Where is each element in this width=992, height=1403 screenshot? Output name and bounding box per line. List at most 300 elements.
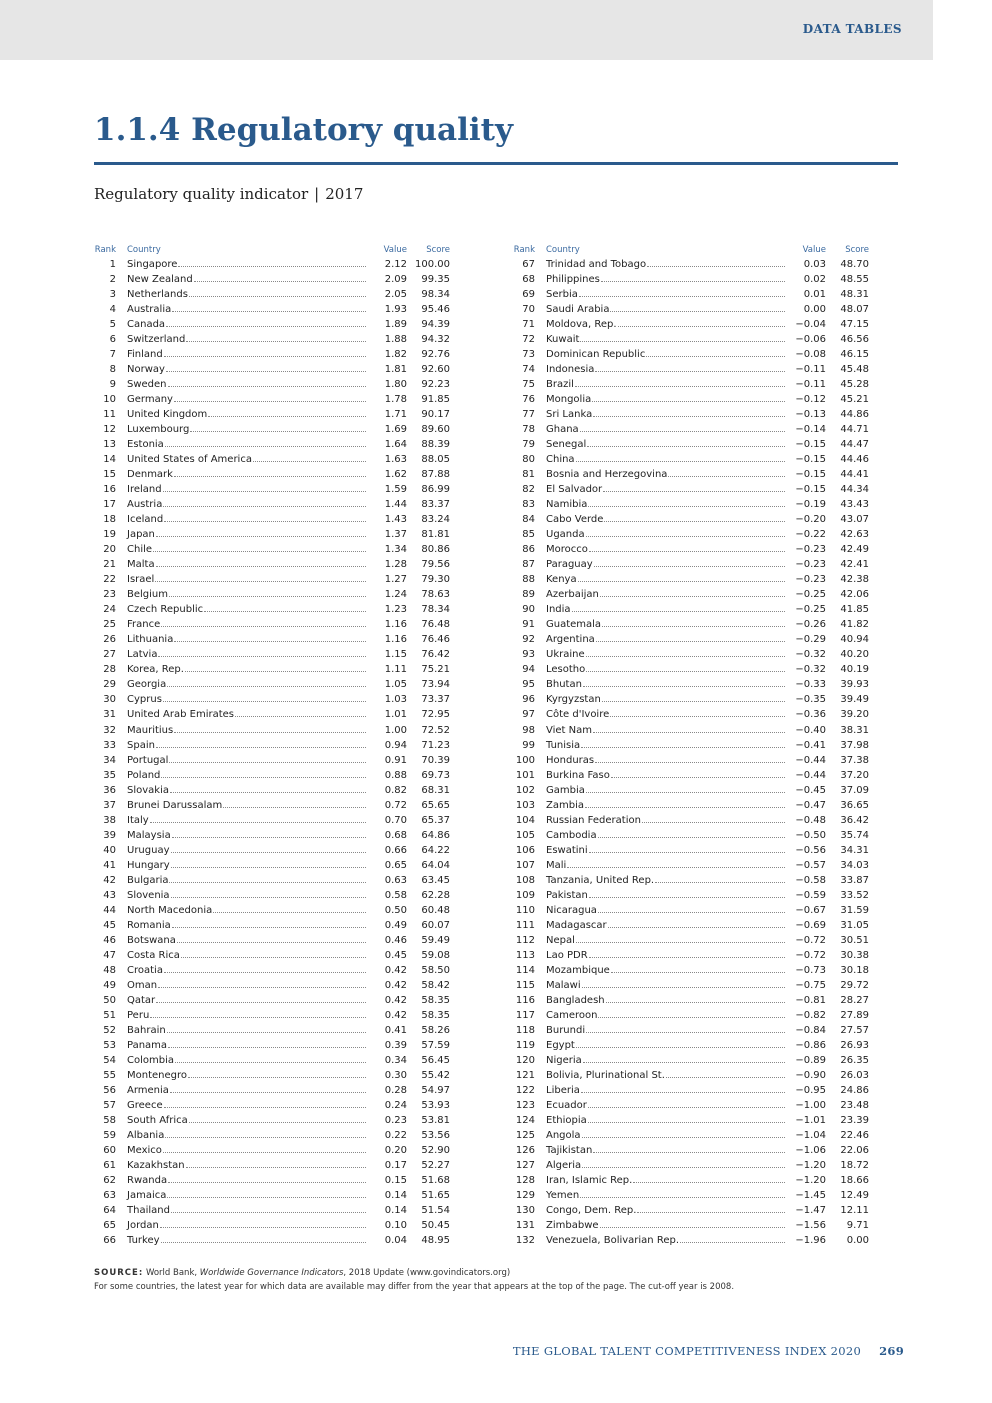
score-cell: 23.48 — [840, 1099, 869, 1111]
dot-leader — [178, 266, 366, 267]
score-cell: 46.15 — [840, 349, 869, 361]
dot-leader — [188, 1077, 366, 1078]
rank-cell: 46 — [103, 934, 116, 946]
dot-leader — [603, 491, 785, 492]
value-cell: −0.40 — [795, 724, 826, 736]
score-cell: 48.95 — [421, 1235, 450, 1247]
country-name: Argentina — [546, 634, 595, 646]
score-cell: 64.86 — [421, 829, 450, 841]
rank-cell: 42 — [103, 874, 116, 886]
rank-cell: 57 — [103, 1099, 116, 1111]
rank-cell: 128 — [515, 1174, 535, 1186]
dot-leader — [161, 777, 366, 778]
value-cell: −0.82 — [795, 1009, 826, 1021]
table-row — [94, 946, 450, 961]
dot-leader — [611, 777, 785, 778]
score-cell: 48.07 — [840, 304, 869, 316]
rank-cell: 85 — [522, 529, 535, 541]
country-name: France — [127, 619, 161, 631]
country-cell — [546, 1115, 786, 1126]
table-row — [513, 1201, 869, 1216]
dot-leader — [169, 596, 366, 597]
rank-cell: 53 — [103, 1039, 116, 1051]
value-cell: 1.01 — [384, 709, 407, 721]
dot-leader — [588, 506, 785, 507]
score-cell: 41.85 — [840, 604, 869, 616]
country-cell — [127, 1055, 367, 1066]
country-cell — [546, 319, 786, 330]
value-cell: 1.88 — [384, 334, 407, 346]
score-cell: 51.68 — [421, 1174, 450, 1186]
country-name: Gambia — [546, 784, 585, 796]
dot-leader — [580, 431, 785, 432]
rank-cell: 88 — [522, 574, 535, 586]
rank-cell: 129 — [515, 1189, 535, 1201]
score-cell: 65.65 — [421, 799, 450, 811]
value-cell: 0.14 — [384, 1205, 407, 1216]
value-cell: 2.12 — [384, 259, 407, 271]
header-rank: Rank — [513, 245, 535, 255]
value-cell: 1.59 — [384, 484, 407, 496]
table-row — [94, 1051, 450, 1066]
rank-cell: 60 — [103, 1144, 116, 1156]
table-row — [513, 300, 869, 315]
table-row — [513, 1111, 869, 1126]
value-cell: 0.68 — [384, 829, 407, 841]
score-cell: 76.42 — [421, 649, 450, 661]
dot-leader — [595, 762, 785, 763]
table-row — [94, 916, 450, 931]
dot-leader — [185, 671, 366, 672]
rank-cell: 32 — [103, 724, 116, 736]
country-cell — [546, 1010, 786, 1021]
rank-cell: 93 — [522, 649, 535, 661]
source-pre: World Bank, — [145, 1268, 198, 1278]
header-country: Country — [127, 245, 161, 255]
header-value: Value — [802, 245, 826, 255]
country-cell — [127, 544, 367, 555]
country-name: Trinidad and Tobago — [546, 259, 647, 271]
dot-leader — [610, 716, 785, 717]
score-cell: 60.07 — [421, 919, 450, 931]
country-cell — [127, 1115, 367, 1126]
value-cell: −0.89 — [795, 1054, 826, 1066]
country-cell — [127, 499, 367, 510]
value-cell: 1.28 — [384, 559, 407, 571]
table-row — [513, 1186, 869, 1201]
section-tag: DATA TABLES — [802, 22, 902, 36]
table-row — [94, 1021, 450, 1036]
dot-leader — [655, 882, 785, 883]
country-name: Panama — [127, 1039, 168, 1051]
dot-leader — [589, 957, 785, 958]
country-name: Indonesia — [546, 364, 595, 376]
country-name: India — [546, 604, 571, 616]
score-cell: 26.03 — [840, 1069, 869, 1081]
country-name: Senegal — [546, 439, 587, 451]
value-cell: 0.39 — [384, 1039, 407, 1051]
rank-cell: 103 — [515, 799, 535, 811]
rank-cell: 89 — [522, 589, 535, 601]
country-name: Israel — [127, 574, 155, 586]
table-row — [513, 705, 869, 720]
rank-cell: 67 — [522, 259, 535, 271]
rank-cell: 31 — [103, 709, 116, 721]
value-cell: 1.05 — [384, 679, 407, 691]
dot-leader — [235, 716, 366, 717]
score-cell: 55.42 — [421, 1069, 450, 1081]
country-name: North Macedonia — [127, 904, 213, 916]
value-cell: −0.84 — [795, 1024, 826, 1036]
table-row — [513, 525, 869, 540]
table-row — [94, 1126, 450, 1141]
country-cell — [546, 304, 786, 315]
table-row — [94, 886, 450, 901]
score-cell: 79.56 — [421, 559, 450, 571]
table-row — [513, 961, 869, 976]
table-row — [513, 871, 869, 886]
value-cell: −0.12 — [795, 394, 826, 406]
dot-leader — [194, 281, 366, 282]
table-row — [94, 330, 450, 345]
value-cell: 0.82 — [384, 784, 407, 796]
rank-cell: 81 — [522, 469, 535, 481]
score-cell: 22.46 — [840, 1129, 869, 1141]
country-cell — [127, 349, 367, 360]
dot-leader — [181, 957, 366, 958]
country-name: Moldova, Rep. — [546, 319, 617, 331]
table-row — [94, 1156, 450, 1171]
value-cell: 0.45 — [384, 949, 407, 961]
country-cell — [127, 424, 367, 435]
country-name: Madagascar — [546, 919, 607, 931]
dot-leader — [596, 641, 785, 642]
country-name: South Africa — [127, 1114, 188, 1126]
value-cell: 1.00 — [384, 724, 407, 736]
table-row — [94, 375, 450, 390]
country-cell — [546, 770, 786, 781]
rank-cell: 66 — [103, 1235, 116, 1247]
table-row — [513, 736, 869, 751]
country-name: Slovakia — [127, 784, 169, 796]
header-country: Country — [546, 245, 580, 255]
rank-cell: 4 — [109, 304, 116, 316]
score-cell: 33.52 — [840, 889, 869, 901]
table-row — [513, 856, 869, 871]
country-cell — [546, 980, 786, 991]
score-cell: 79.30 — [421, 574, 450, 586]
value-cell: −0.47 — [795, 799, 826, 811]
rank-cell: 50 — [103, 994, 116, 1006]
rank-cell: 8 — [109, 364, 116, 376]
country-cell — [127, 875, 367, 886]
country-name: Bangladesh — [546, 994, 605, 1006]
table-row — [513, 480, 869, 495]
country-cell — [127, 589, 367, 600]
dot-leader — [583, 686, 785, 687]
country-cell — [546, 1100, 786, 1111]
table-row — [94, 1096, 450, 1111]
score-cell: 71.23 — [421, 739, 450, 751]
country-cell — [127, 845, 367, 856]
source-line — [94, 1266, 734, 1280]
score-cell: 92.60 — [421, 364, 450, 376]
dot-leader — [581, 1092, 785, 1093]
table-row — [94, 690, 450, 705]
dot-leader — [171, 1212, 366, 1213]
rank-cell: 35 — [103, 769, 116, 781]
dot-leader — [167, 1197, 366, 1198]
country-cell — [546, 785, 786, 796]
value-cell: 0.03 — [803, 259, 826, 271]
value-cell: 0.66 — [384, 844, 407, 856]
rank-cell: 84 — [522, 514, 535, 526]
country-cell — [127, 664, 367, 675]
country-cell — [127, 259, 367, 270]
score-cell: 88.05 — [421, 454, 450, 466]
dot-leader — [174, 732, 366, 733]
country-name: Lao PDR — [546, 949, 588, 961]
dot-leader — [163, 1152, 366, 1153]
country-cell — [546, 965, 786, 976]
rank-cell: 51 — [103, 1009, 116, 1021]
score-cell: 56.45 — [421, 1054, 450, 1066]
value-cell: 0.01 — [803, 289, 826, 301]
score-cell: 76.46 — [421, 634, 450, 646]
country-name: Portugal — [127, 754, 169, 766]
country-cell — [546, 950, 786, 961]
value-cell: 0.14 — [384, 1189, 407, 1201]
dot-leader — [579, 296, 785, 297]
country-name: Bulgaria — [127, 874, 169, 886]
rank-cell: 82 — [522, 484, 535, 496]
score-cell: 40.20 — [840, 649, 869, 661]
country-name: Cameroon — [546, 1009, 598, 1021]
table-row — [94, 450, 450, 465]
value-cell: 1.27 — [384, 574, 407, 586]
country-name: United States of America — [127, 454, 252, 466]
value-cell: 1.63 — [384, 454, 407, 466]
table-row — [513, 811, 869, 826]
dot-leader — [668, 476, 785, 477]
country-name: Congo, Dem. Rep. — [546, 1205, 637, 1216]
country-cell — [127, 274, 367, 285]
country-cell — [127, 469, 367, 480]
country-name: Hungary — [127, 859, 170, 871]
country-cell — [127, 860, 367, 871]
table-row — [513, 570, 869, 585]
value-cell: −1.56 — [795, 1220, 826, 1232]
rank-cell: 118 — [515, 1024, 535, 1036]
country-cell — [546, 920, 786, 931]
value-cell: −0.90 — [795, 1069, 826, 1081]
dot-leader — [172, 927, 366, 928]
table-row — [94, 540, 450, 555]
table-row — [94, 495, 450, 510]
table-row — [94, 255, 450, 270]
score-cell: 51.54 — [421, 1205, 450, 1216]
country-name: Chile — [127, 544, 153, 556]
dot-leader — [578, 581, 785, 582]
country-name: Nigeria — [546, 1054, 582, 1066]
country-cell — [127, 785, 367, 796]
score-cell: 34.03 — [840, 859, 869, 871]
value-cell: 0.30 — [384, 1069, 407, 1081]
table-row — [513, 751, 869, 766]
country-name: Singapore — [127, 259, 178, 271]
country-name: Tunisia — [546, 739, 581, 751]
country-cell — [127, 1070, 367, 1081]
rank-cell: 110 — [515, 904, 535, 916]
score-cell: 30.51 — [840, 934, 869, 946]
dot-leader — [601, 281, 785, 282]
score-cell: 26.35 — [840, 1054, 869, 1066]
value-cell: −0.15 — [795, 454, 826, 466]
table-row — [94, 931, 450, 946]
dot-leader — [166, 371, 366, 372]
dot-leader — [582, 1167, 785, 1168]
value-cell: −0.25 — [795, 604, 826, 616]
rank-cell: 9 — [109, 379, 116, 391]
rank-cell: 71 — [522, 319, 535, 331]
country-name: Iran, Islamic Rep. — [546, 1174, 633, 1186]
country-cell — [546, 725, 786, 736]
rank-cell: 23 — [103, 589, 116, 601]
score-cell: 58.42 — [421, 979, 450, 991]
dot-leader — [576, 1047, 785, 1048]
value-cell: 0.42 — [384, 964, 407, 976]
score-cell: 30.38 — [840, 949, 869, 961]
country-name: Ireland — [127, 484, 162, 496]
rank-cell: 119 — [515, 1039, 535, 1051]
country-name: Malaysia — [127, 829, 171, 841]
table-row — [94, 345, 450, 360]
country-name: Saudi Arabia — [546, 304, 610, 316]
table-row — [513, 1081, 869, 1096]
country-name: Kuwait — [546, 334, 580, 346]
score-cell: 46.56 — [840, 334, 869, 346]
country-cell — [127, 980, 367, 991]
country-cell — [546, 679, 786, 690]
country-cell — [546, 1070, 786, 1081]
dot-leader — [589, 551, 785, 552]
rank-cell: 86 — [522, 544, 535, 556]
country-cell — [127, 1205, 367, 1216]
table-row — [513, 841, 869, 856]
table-row — [513, 600, 869, 615]
country-name: Denmark — [127, 469, 173, 481]
header-value: Value — [383, 245, 407, 255]
score-cell: 45.48 — [840, 364, 869, 376]
country-cell — [546, 830, 786, 841]
rank-cell: 125 — [515, 1129, 535, 1141]
country-cell — [127, 920, 367, 931]
value-cell: −1.00 — [795, 1099, 826, 1111]
value-cell: −0.95 — [795, 1084, 826, 1096]
country-name: Armenia — [127, 1084, 169, 1096]
value-cell: −0.33 — [795, 679, 826, 691]
rank-cell: 29 — [103, 679, 116, 691]
rank-cell: 65 — [103, 1220, 116, 1232]
rank-cell: 10 — [103, 394, 116, 406]
dot-leader — [169, 762, 366, 763]
rank-cell: 101 — [515, 769, 535, 781]
country-cell — [127, 1160, 367, 1171]
score-cell: 59.08 — [421, 949, 450, 961]
rank-cell: 91 — [522, 619, 535, 631]
rank-cell: 21 — [103, 559, 116, 571]
country-name: Cyprus — [127, 694, 162, 706]
rank-cell: 90 — [522, 604, 535, 616]
dot-leader — [618, 326, 785, 327]
score-cell: 42.63 — [840, 529, 869, 541]
dot-leader — [576, 461, 785, 462]
country-cell — [127, 890, 367, 901]
value-cell: 1.62 — [384, 469, 407, 481]
score-cell: 41.82 — [840, 619, 869, 631]
value-cell: −0.25 — [795, 589, 826, 601]
score-cell: 52.90 — [421, 1144, 450, 1156]
score-cell: 37.20 — [840, 769, 869, 781]
country-cell — [127, 574, 367, 585]
country-name: Poland — [127, 769, 161, 781]
dot-leader — [163, 506, 366, 507]
country-name: Azerbaijan — [546, 589, 599, 601]
table-row — [94, 871, 450, 886]
page-title: 1.1.4 Regulatory quality — [94, 112, 513, 148]
rank-cell: 30 — [103, 694, 116, 706]
country-name: Iceland — [127, 514, 164, 526]
country-name: Sri Lanka — [546, 409, 593, 421]
table-row — [94, 751, 450, 766]
dot-leader — [172, 837, 366, 838]
country-name: Bhutan — [546, 679, 582, 691]
dot-leader — [666, 1077, 785, 1078]
value-cell: −0.69 — [795, 919, 826, 931]
score-cell: 78.34 — [421, 604, 450, 616]
rank-cell: 77 — [522, 409, 535, 421]
dot-leader — [189, 296, 366, 297]
rank-cell: 11 — [103, 409, 116, 421]
score-cell: 45.28 — [840, 379, 869, 391]
table-row — [94, 600, 450, 615]
value-cell: −0.44 — [795, 754, 826, 766]
country-cell — [546, 664, 786, 675]
value-cell: −0.86 — [795, 1039, 826, 1051]
score-cell: 73.37 — [421, 694, 450, 706]
country-cell — [127, 815, 367, 826]
dot-leader — [156, 747, 366, 748]
rank-cell: 26 — [103, 634, 116, 646]
value-cell: 0.42 — [384, 979, 407, 991]
country-cell — [546, 289, 786, 300]
country-cell — [127, 289, 367, 300]
country-cell — [127, 800, 367, 811]
table-row — [513, 405, 869, 420]
dot-leader — [593, 416, 785, 417]
rank-cell: 48 — [103, 964, 116, 976]
dot-leader — [598, 837, 785, 838]
table-row — [513, 1051, 869, 1066]
table-row — [94, 781, 450, 796]
table-row — [94, 435, 450, 450]
rank-cell: 79 — [522, 439, 535, 451]
rank-cell: 22 — [103, 574, 116, 586]
rank-cell: 104 — [515, 814, 535, 826]
score-cell: 57.59 — [421, 1039, 450, 1051]
country-name: Italy — [127, 814, 149, 826]
table-row — [513, 495, 869, 510]
